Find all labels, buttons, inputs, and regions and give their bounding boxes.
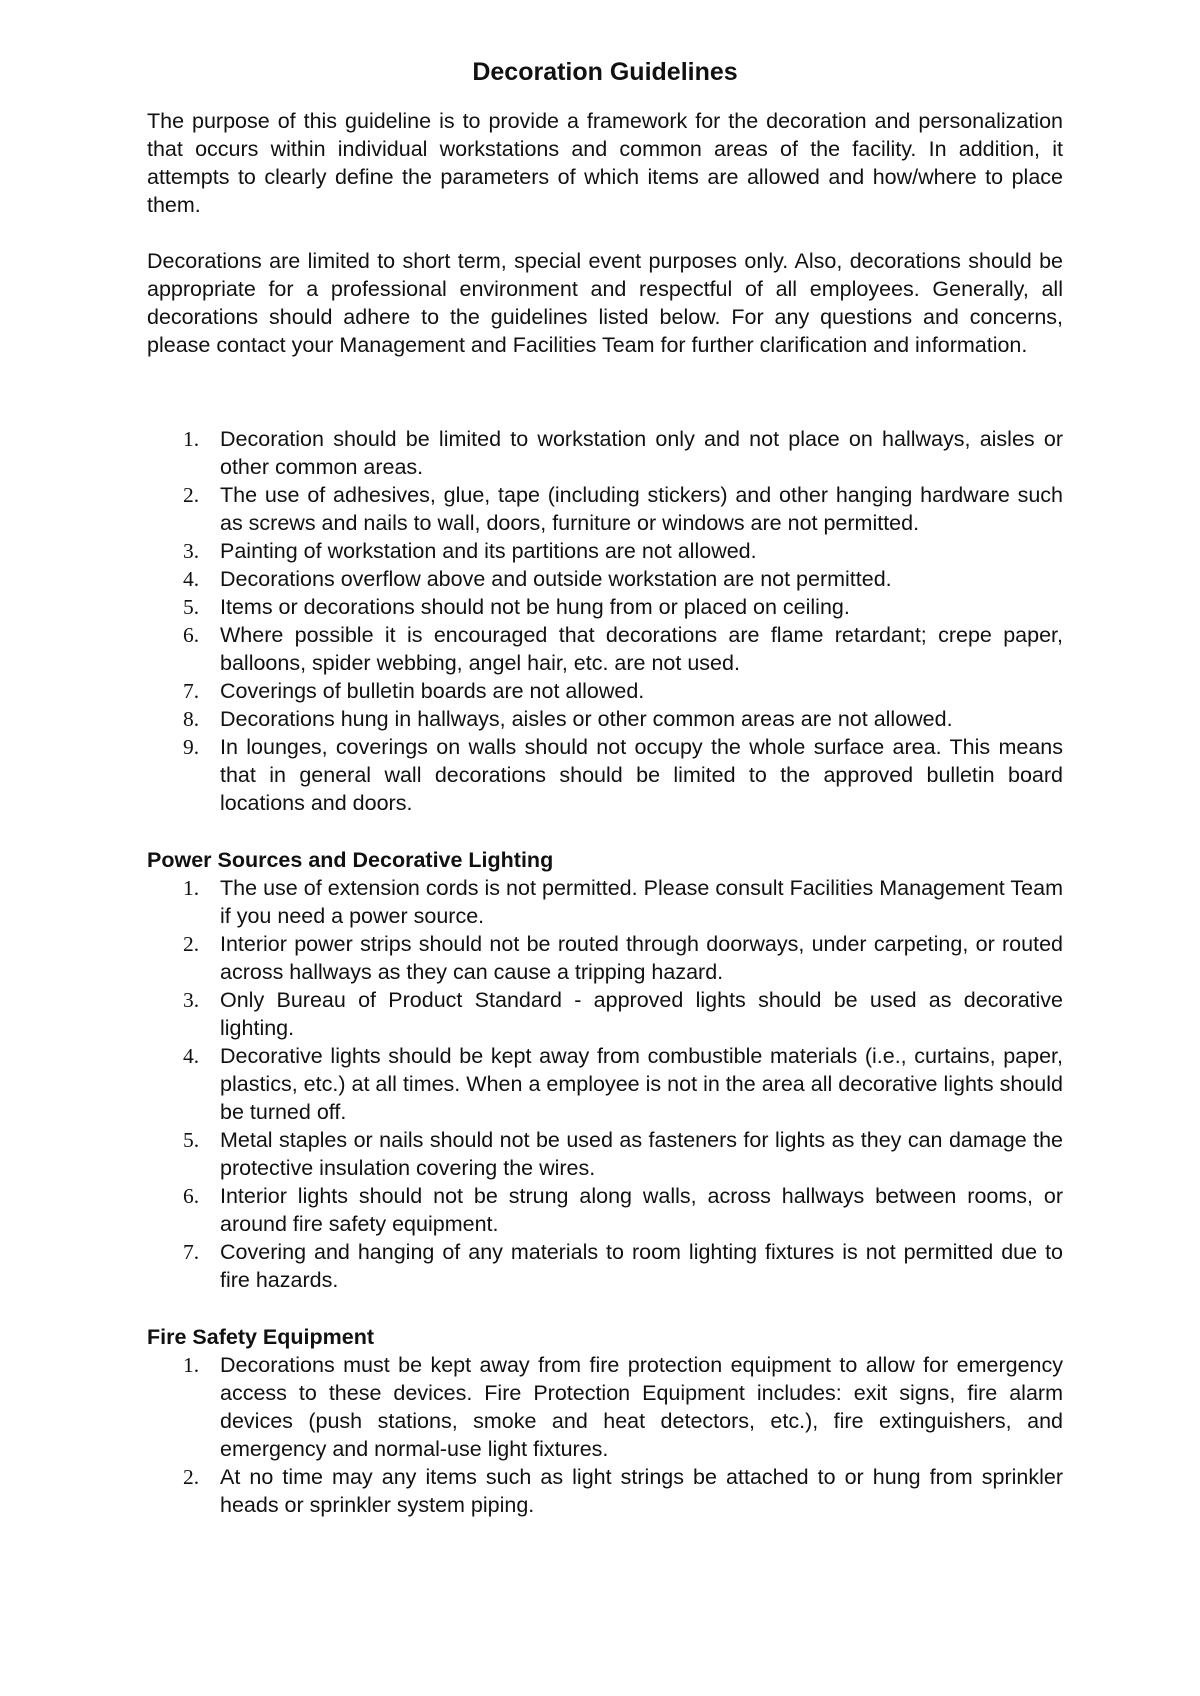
list-item xyxy=(147,425,1063,481)
list-item-text: Only Bureau of Product Standard - approved lights should be used as decorative lighting. xyxy=(220,988,1063,1040)
list-item xyxy=(147,565,1063,593)
list-item xyxy=(147,537,1063,565)
list-item-text: Interior lights should not be strung along walls, across hallways between rooms, or around fire safety equipment. xyxy=(220,1184,1063,1236)
list-item-number: 3. xyxy=(183,539,200,563)
list-item xyxy=(147,874,1063,930)
list-item-text: In lounges, coverings on walls should not occupy the whole surface area. This means that in general wall decorations should be limited to the approved bulletin board locations and doors. xyxy=(220,735,1063,815)
list-item-number: 3. xyxy=(183,988,200,1012)
list-item xyxy=(147,677,1063,705)
list-item xyxy=(147,1238,1063,1294)
list-item-number: 7. xyxy=(183,1240,200,1264)
list-item xyxy=(147,1042,1063,1126)
list-item-number: 6. xyxy=(183,623,200,647)
power-guidelines-list xyxy=(147,874,1063,1294)
list-item-text: Metal staples or nails should not be used as fasteners for lights as they can damage the protective insulation covering the wires. xyxy=(220,1128,1063,1180)
fire-guidelines-list xyxy=(147,1351,1063,1519)
list-item-number: 5. xyxy=(183,1128,200,1152)
list-item-text: The use of adhesives, glue, tape (including stickers) and other hanging hardware such as screws and nails to wall, doors, furniture or windows are not permitted. xyxy=(220,483,1063,535)
list-item-number: 1. xyxy=(183,876,200,900)
list-item-number: 2. xyxy=(183,932,200,956)
list-item xyxy=(147,930,1063,986)
list-item xyxy=(147,621,1063,677)
list-item-text: Decorative lights should be kept away from combustible materials (i.e., curtains, paper, plastics, etc.) at all times. When a employee is not in the area all decorative lights should be turned off. xyxy=(220,1044,1063,1124)
list-item xyxy=(147,733,1063,817)
list-item xyxy=(147,481,1063,537)
list-item-text: Interior power strips should not be routed through doorways, under carpeting, or routed across hallways as they can cause a tripping hazard. xyxy=(220,932,1063,984)
list-item-number: 5. xyxy=(183,595,200,619)
list-item-text: Painting of workstation and its partitions are not allowed. xyxy=(220,539,757,563)
list-item-text: Decoration should be limited to workstation only and not place on hallways, aisles or other common areas. xyxy=(220,427,1063,479)
list-item-number: 2. xyxy=(183,1465,200,1489)
list-item-text: Decorations overflow above and outside workstation are not permitted. xyxy=(220,567,892,591)
document-page xyxy=(147,56,1063,1519)
list-item-text: Items or decorations should not be hung from or placed on ceiling. xyxy=(220,595,850,619)
list-item-number: 2. xyxy=(183,483,200,507)
list-item-text: The use of extension cords is not permitted. Please consult Facilities Management Team if you need a power source. xyxy=(220,876,1063,928)
list-item-text: Coverings of bulletin boards are not allowed. xyxy=(220,679,645,703)
list-item-number: 4. xyxy=(183,567,200,591)
list-item-number: 6. xyxy=(183,1184,200,1208)
list-item xyxy=(147,986,1063,1042)
section-heading-fire: Fire Safety Equipment xyxy=(147,1325,374,1349)
list-item xyxy=(147,1182,1063,1238)
list-item-text: Where possible it is encouraged that decorations are flame retardant; crepe paper, balloons, spider webbing, angel hair, etc. are not used. xyxy=(220,623,1063,675)
list-item-number: 1. xyxy=(183,427,200,451)
intro-paragraph-limits: Decorations are limited to short term, special event purposes only. Also, decorations should be appropriate for a professional environment and respectful of all employees. Generally, all decorations should adhere to the guidelines listed below. For any questions and concerns, please contact your Management and Facilities Team for further clarification and information. xyxy=(147,249,1063,357)
list-item xyxy=(147,593,1063,621)
list-item-number: 9. xyxy=(183,735,200,759)
list-item xyxy=(147,1463,1063,1519)
list-item-number: 4. xyxy=(183,1044,200,1068)
list-item-text: At no time may any items such as light strings be attached to or hung from sprinkler heads or sprinkler system piping. xyxy=(220,1465,1063,1517)
general-guidelines-list xyxy=(147,425,1063,817)
document-title: Decoration Guidelines xyxy=(472,58,738,86)
list-item-text: Decorations hung in hallways, aisles or other common areas are not allowed. xyxy=(220,707,953,731)
section-heading-power: Power Sources and Decorative Lighting xyxy=(147,848,554,872)
list-item xyxy=(147,1351,1063,1463)
list-item-number: 1. xyxy=(183,1353,200,1377)
list-item-text: Decorations must be kept away from fire protection equipment to allow for emergency access to these devices. Fire Protection Equipment includes: exit signs, fire alarm devices (push stations, smoke and heat detectors, etc.), fire extinguishers, and emergency and normal-use light fixtures. xyxy=(220,1353,1063,1461)
list-item-number: 7. xyxy=(183,679,200,703)
intro-paragraph-purpose: The purpose of this guideline is to provide a framework for the decoration and personalization that occurs within individual workstations and common areas of the facility. In addition, it attempts to clearly define the parameters of which items are allowed and how/where to place them. xyxy=(147,109,1063,217)
list-item-number: 8. xyxy=(183,707,200,731)
list-item-text: Covering and hanging of any materials to room lighting fixtures is not permitted due to fire hazards. xyxy=(220,1240,1063,1292)
list-item xyxy=(147,705,1063,733)
list-item xyxy=(147,1126,1063,1182)
